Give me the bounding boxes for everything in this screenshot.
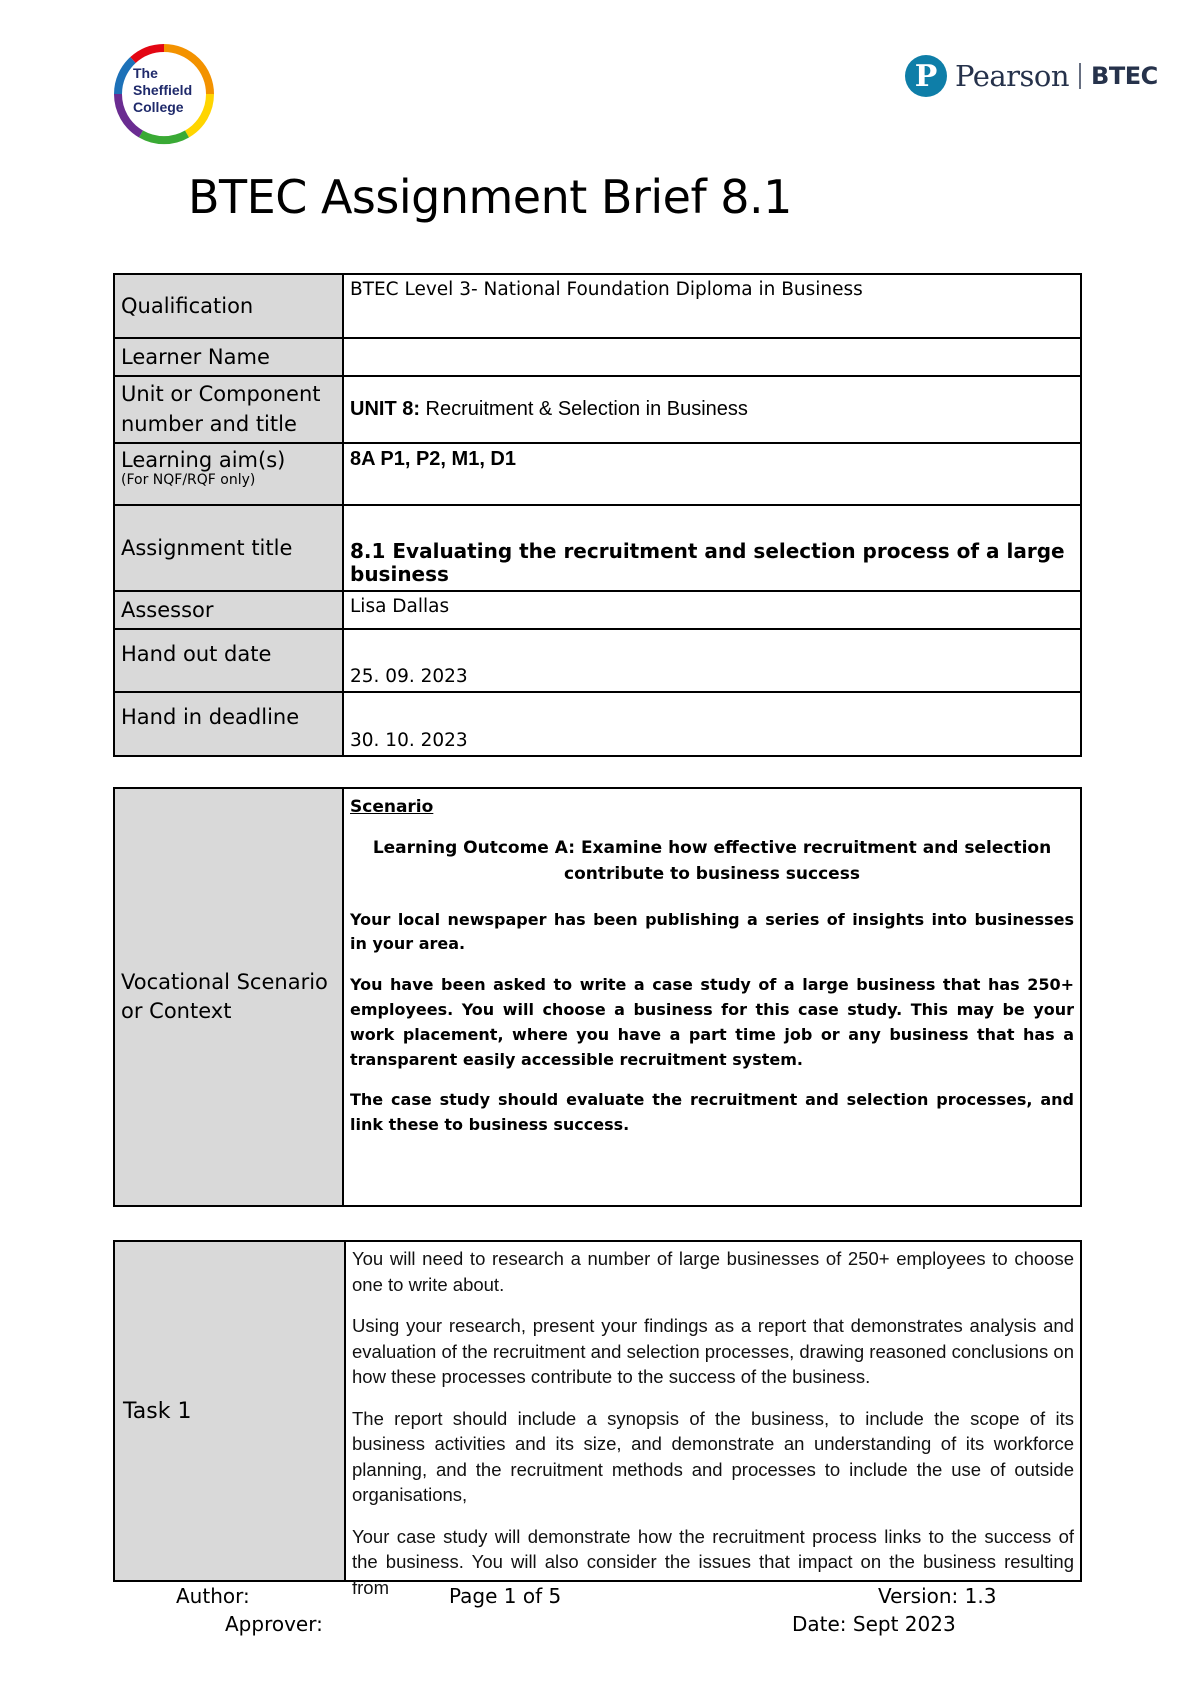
qualification-label: Qualification [114, 274, 343, 338]
task1-paragraph: Using your research, present your findings as a report that demonstrates analysis and evaluation of the recruitment and selection processes, drawing reasoned conclusions on how these processes contribute to the success of the business. [352, 1315, 1074, 1388]
task1-row [114, 1241, 1081, 1581]
pearson-btec-logo [905, 50, 1158, 102]
footer-page-number: Page 1 of 5 [449, 1584, 562, 1608]
sheffield-college-logo [113, 43, 215, 145]
scenario-paragraph: The case study should evaluate the recruitment and selection processes, and link these to business success. [350, 1090, 1074, 1135]
unit-value [343, 376, 1081, 443]
hand-out-row [114, 629, 1081, 692]
task1-paragraph: The report should include a synopsis of the business, to include the scope of its business activities and its size, and demonstrate an understanding of its workforce planning, and the recruitment methods and processes to include the use of outside organisations, [352, 1407, 1074, 1506]
hand-in-label: Hand in deadline [114, 692, 343, 756]
svg-text:The: The [133, 65, 158, 81]
logo-divider [1079, 63, 1081, 89]
scenario-table [113, 787, 1082, 1207]
qualification-row [114, 274, 1081, 338]
scenario-heading: Scenario [350, 797, 434, 817]
unit-row [114, 376, 1081, 443]
learner-name-value [343, 338, 1081, 376]
learning-aims-row [114, 443, 1081, 505]
hand-in-row [114, 692, 1081, 756]
scenario-row [114, 788, 1081, 1206]
unit-label: Unit or Component number and title [114, 376, 343, 443]
assessor-label: Assessor [114, 591, 343, 629]
task1-label: Task 1 [114, 1241, 345, 1581]
task1-paragraph: You will need to research a number of large businesses of 250+ employees to choose one to write about. [352, 1248, 1074, 1295]
hand-out-label: Hand out date [114, 629, 343, 692]
svg-text:College: College [133, 99, 184, 115]
assignment-details-table [113, 273, 1082, 757]
assessor-value: Lisa Dallas [343, 591, 1081, 629]
footer-version: Version: 1.3 [878, 1584, 997, 1608]
scenario-label: Vocational Scenario or Context [114, 788, 343, 1206]
learner-name-row [114, 338, 1081, 376]
footer-date: Date: Sept 2023 [792, 1612, 956, 1636]
footer-author: Author: [176, 1584, 250, 1608]
assignment-title-row [114, 505, 1081, 591]
btec-wordmark: BTEC [1091, 62, 1158, 90]
assessor-row [114, 591, 1081, 629]
assignment-title-value: 8.1 Evaluating the recruitment and selection process of a large business [343, 505, 1081, 591]
unit-title: Recruitment & Selection in Business [420, 398, 748, 420]
svg-text:Sheffield: Sheffield [133, 82, 193, 98]
scenario-paragraph: You have been asked to write a case study of a large business that has 250+ employees. You will choose a business for this case study. This may be your work placement, where you have a part time job or any business that has a transparent easily accessible recruitment system. [350, 975, 1074, 1069]
learner-name-label: Learner Name [114, 338, 343, 376]
pearson-wordmark: Pearson [955, 59, 1070, 93]
pearson-p-icon: P [905, 55, 947, 97]
learning-aims-cell [114, 443, 343, 505]
unit-prefix: UNIT 8: [350, 398, 420, 420]
scenario-paragraph: Your local newspaper has been publishing a series of insights into businesses in your area. [350, 909, 1074, 954]
qualification-value: BTEC Level 3- National Foundation Diploma in Business [343, 274, 1081, 338]
learning-aims-value: 8A P1, P2, M1, D1 [343, 443, 1081, 505]
scenario-content [343, 788, 1081, 1206]
hand-in-value: 30. 10. 2023 [343, 692, 1081, 756]
hand-out-value: 25. 09. 2023 [343, 629, 1081, 692]
page-title: BTEC Assignment Brief 8.1 [188, 170, 792, 224]
learning-outcome: Learning Outcome A: Examine how effective recruitment and selection contribute to business success [372, 838, 1052, 885]
assignment-title-label: Assignment title [114, 505, 343, 591]
learning-aims-note: (For NQF/RQF only) [121, 472, 256, 488]
learning-aims-label: Learning aim(s) [121, 448, 286, 472]
footer-approver: Approver: [225, 1612, 323, 1636]
task1-paragraph: Your case study will demonstrate how the recruitment process links to the success of the business. You will also consider the issues that impact on the business resulting from [352, 1525, 1074, 1598]
